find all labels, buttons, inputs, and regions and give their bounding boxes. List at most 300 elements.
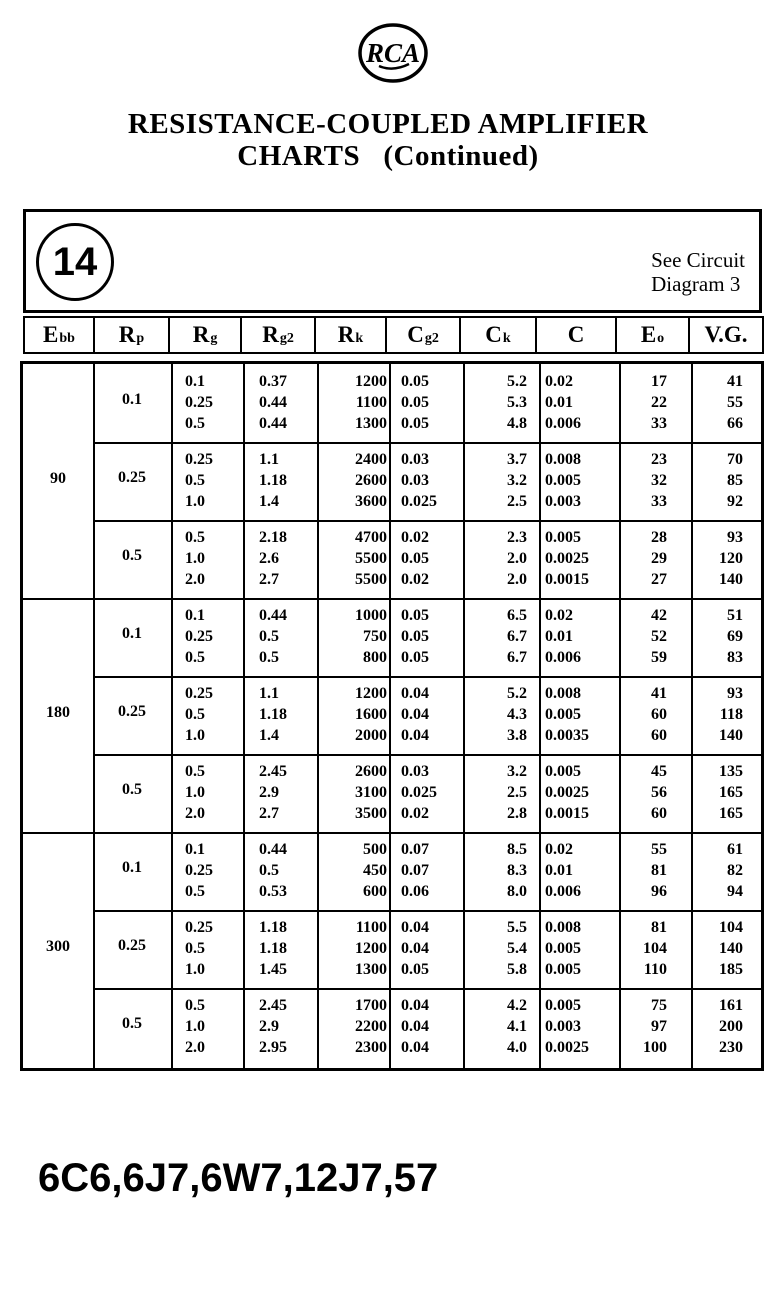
rp-value: 0.25	[118, 703, 146, 720]
c-value: 0.008	[545, 919, 581, 936]
c-values	[545, 605, 617, 668]
rg-value: 2.0	[185, 1039, 205, 1056]
cg2-value: 0.07	[401, 841, 429, 858]
column-divider	[243, 364, 245, 1068]
rg-value: 0.5	[185, 940, 205, 957]
vg-values	[691, 371, 743, 434]
vg-value: 94	[727, 883, 743, 900]
c-values	[545, 683, 617, 746]
rk-value: 800	[363, 649, 387, 666]
eo-values	[619, 449, 667, 512]
rg-value: 0.5	[185, 883, 205, 900]
rg2-value: 2.6	[259, 550, 279, 567]
rg2-value: 1.18	[259, 472, 287, 489]
eo-value: 42	[651, 607, 667, 624]
vg-value: 70	[727, 451, 743, 468]
rg2-value: 2.9	[259, 784, 279, 801]
cg2-value: 0.05	[401, 628, 429, 645]
column-header-rp: R $_p$	[93, 316, 170, 354]
vg-value: 140	[719, 940, 743, 957]
cg2-value: 0.04	[401, 997, 429, 1014]
rg-value: 0.5	[185, 649, 205, 666]
rk-values	[321, 527, 387, 590]
c-value: 0.003	[545, 1018, 581, 1035]
rg2-value: 2.45	[259, 997, 287, 1014]
cg2-value: 0.025	[401, 784, 437, 801]
eo-value: 17	[651, 373, 667, 390]
rg-values	[185, 449, 241, 512]
ck-value: 5.3	[507, 394, 527, 411]
rp-value: 0.5	[122, 1015, 142, 1032]
data-table	[20, 361, 764, 1071]
eo-value: 22	[651, 394, 667, 411]
c-value: 0.01	[545, 394, 573, 411]
c-values	[545, 761, 617, 824]
ck-value: 8.3	[507, 862, 527, 879]
cg2-values	[401, 683, 461, 746]
rp-value: 0.1	[122, 391, 142, 408]
rk-value: 1700	[355, 997, 387, 1014]
rg2-values	[259, 839, 315, 902]
ck-values	[467, 839, 527, 902]
c-value: 0.0025	[545, 784, 589, 801]
column-header-cg2: C $_{g2}$	[385, 316, 461, 354]
rg-value: 0.1	[185, 841, 205, 858]
vg-value: 161	[719, 997, 743, 1014]
column-header-rk: R $_k$	[314, 316, 387, 354]
ck-values	[467, 917, 527, 980]
ck-values	[467, 995, 527, 1058]
cg2-value: 0.04	[401, 1039, 429, 1056]
rk-value: 3600	[355, 493, 387, 510]
rk-value: 500	[363, 841, 387, 858]
group-divider	[23, 832, 761, 834]
ck-value: 3.2	[507, 763, 527, 780]
c-value: 0.0025	[545, 1039, 589, 1056]
c-values	[545, 995, 617, 1058]
rk-value: 2400	[355, 451, 387, 468]
eo-value: 33	[651, 493, 667, 510]
c-value: 0.01	[545, 862, 573, 879]
cg2-value: 0.05	[401, 415, 429, 432]
ck-values	[467, 527, 527, 590]
rg2-value: 0.44	[259, 607, 287, 624]
eo-value: 59	[651, 649, 667, 666]
rg2-values	[259, 371, 315, 434]
rg-value: 1.0	[185, 493, 205, 510]
vg-value: 93	[727, 685, 743, 702]
ck-value: 4.1	[507, 1018, 527, 1035]
cg2-values	[401, 839, 461, 902]
rk-values	[321, 917, 387, 980]
cg2-values	[401, 371, 461, 434]
rg2-values	[259, 683, 315, 746]
rg2-value: 0.5	[259, 862, 279, 879]
rg-values	[185, 839, 241, 902]
rg-value: 0.25	[185, 862, 213, 879]
c-value: 0.02	[545, 841, 573, 858]
column-header-row	[23, 316, 762, 354]
vg-value: 41	[727, 373, 743, 390]
rg-value: 0.25	[185, 919, 213, 936]
rg-value: 0.5	[185, 997, 205, 1014]
rk-value: 2200	[355, 1018, 387, 1035]
rg2-value: 2.7	[259, 571, 279, 588]
eo-values	[619, 839, 667, 902]
vg-value: 55	[727, 394, 743, 411]
rg-values	[185, 761, 241, 824]
c-value: 0.003	[545, 493, 581, 510]
rk-value: 5500	[355, 571, 387, 588]
rg2-values	[259, 761, 315, 824]
rk-values	[321, 605, 387, 668]
vg-value: 82	[727, 862, 743, 879]
rk-value: 2000	[355, 727, 387, 744]
rg-value: 0.5	[185, 472, 205, 489]
rg-value: 0.5	[185, 706, 205, 723]
rg-value: 0.5	[185, 763, 205, 780]
logo-text: RCA	[365, 38, 421, 68]
rp-value: 0.5	[122, 547, 142, 564]
vg-values	[691, 917, 743, 980]
vg-values	[691, 449, 743, 512]
rk-value: 450	[363, 862, 387, 879]
vg-values	[691, 995, 743, 1058]
rg-value: 0.25	[185, 451, 213, 468]
ebb-value: 300	[46, 938, 70, 955]
c-value: 0.0015	[545, 571, 589, 588]
cg2-value: 0.04	[401, 685, 429, 702]
cg2-value: 0.03	[401, 451, 429, 468]
eo-value: 60	[651, 706, 667, 723]
ck-value: 3.2	[507, 472, 527, 489]
rk-value: 2600	[355, 763, 387, 780]
rg2-value: 0.53	[259, 883, 287, 900]
rk-value: 3100	[355, 784, 387, 801]
column-header-c: C	[535, 316, 617, 354]
vg-value: 85	[727, 472, 743, 489]
rg-value: 0.25	[185, 685, 213, 702]
block-divider	[93, 988, 761, 990]
rg2-values	[259, 995, 315, 1058]
column-header-rg: R $_g$	[168, 316, 242, 354]
tube-types: 6C6,6J7,6W7,12J7,57	[38, 1156, 439, 1200]
cg2-value: 0.02	[401, 529, 429, 546]
ck-value: 6.5	[507, 607, 527, 624]
block-divider	[93, 520, 761, 522]
vg-value: 92	[727, 493, 743, 510]
eo-value: 23	[651, 451, 667, 468]
eo-value: 28	[651, 529, 667, 546]
rg2-value: 2.7	[259, 805, 279, 822]
c-values	[545, 527, 617, 590]
vg-value: 140	[719, 727, 743, 744]
eo-values	[619, 917, 667, 980]
ck-value: 2.5	[507, 493, 527, 510]
rg-value: 1.0	[185, 727, 205, 744]
cg2-value: 0.04	[401, 940, 429, 957]
ck-value: 4.2	[507, 997, 527, 1014]
rg-value: 2.0	[185, 805, 205, 822]
column-divider	[317, 364, 319, 1068]
c-value: 0.0015	[545, 805, 589, 822]
rk-values	[321, 995, 387, 1058]
cg2-value: 0.04	[401, 919, 429, 936]
rg2-value: 1.18	[259, 919, 287, 936]
column-divider	[463, 364, 465, 1068]
ck-value: 4.0	[507, 1039, 527, 1056]
ck-value: 2.0	[507, 550, 527, 567]
circuit-reference-line1: See Circuit	[651, 248, 745, 272]
rp-value: 0.1	[122, 859, 142, 876]
rp-value: 0.5	[122, 781, 142, 798]
eo-values	[619, 371, 667, 434]
ck-value: 5.5	[507, 919, 527, 936]
vg-value: 51	[727, 607, 743, 624]
c-value: 0.008	[545, 451, 581, 468]
rk-value: 3500	[355, 805, 387, 822]
rk-value: 1300	[355, 415, 387, 432]
vg-values	[691, 527, 743, 590]
c-values	[545, 839, 617, 902]
block-divider	[93, 676, 761, 678]
ck-value: 3.8	[507, 727, 527, 744]
rg2-value: 0.5	[259, 628, 279, 645]
eo-value: 45	[651, 763, 667, 780]
rg2-value: 1.45	[259, 961, 287, 978]
c-value: 0.006	[545, 415, 581, 432]
vg-values	[691, 761, 743, 824]
ck-value: 3.7	[507, 451, 527, 468]
c-value: 0.0035	[545, 727, 589, 744]
block-divider	[93, 910, 761, 912]
vg-value: 230	[719, 1039, 743, 1056]
eo-value: 60	[651, 727, 667, 744]
cg2-value: 0.04	[401, 1018, 429, 1035]
cg2-values	[401, 761, 461, 824]
eo-value: 75	[651, 997, 667, 1014]
vg-value: 135	[719, 763, 743, 780]
cg2-value: 0.05	[401, 649, 429, 666]
rk-value: 1100	[355, 394, 387, 411]
rg-value: 1.0	[185, 784, 205, 801]
page-title-line1: RESISTANCE-COUPLED AMPLIFIER	[127, 108, 649, 140]
c-value: 0.005	[545, 940, 581, 957]
c-value: 0.005	[545, 997, 581, 1014]
vg-value: 69	[727, 628, 743, 645]
cg2-values	[401, 917, 461, 980]
rk-value: 1200	[355, 940, 387, 957]
column-divider	[539, 364, 541, 1068]
rg2-value: 1.1	[259, 451, 279, 468]
vg-value: 165	[719, 805, 743, 822]
cg2-value: 0.03	[401, 763, 429, 780]
column-header-vg: V.G.	[688, 316, 764, 354]
cg2-value: 0.05	[401, 394, 429, 411]
chart-number-badge: 14	[36, 223, 114, 301]
ck-value: 5.8	[507, 961, 527, 978]
column-header-ebb: E $_{bb}$	[23, 316, 95, 354]
column-divider	[389, 364, 391, 1068]
column-header-eo: E $_o$	[615, 316, 690, 354]
rg2-value: 0.44	[259, 415, 287, 432]
eo-value: 33	[651, 415, 667, 432]
vg-value: 61	[727, 841, 743, 858]
rg-values	[185, 995, 241, 1058]
rg2-value: 1.4	[259, 727, 279, 744]
rg2-values	[259, 917, 315, 980]
column-header-rg2: R $_{g2}$	[240, 316, 316, 354]
rk-value: 1600	[355, 706, 387, 723]
cg2-value: 0.05	[401, 550, 429, 567]
vg-value: 120	[719, 550, 743, 567]
eo-values	[619, 605, 667, 668]
c-value: 0.005	[545, 529, 581, 546]
rg2-value: 2.95	[259, 1039, 287, 1056]
ck-value: 2.0	[507, 571, 527, 588]
rg2-value: 2.18	[259, 529, 287, 546]
rg-values	[185, 371, 241, 434]
rg-values	[185, 683, 241, 746]
eo-value: 29	[651, 550, 667, 567]
vg-value: 118	[719, 706, 743, 723]
page-title-line2: CHARTS (Continued)	[237, 140, 539, 172]
rg2-values	[259, 605, 315, 668]
rk-values	[321, 761, 387, 824]
rg2-value: 1.18	[259, 940, 287, 957]
c-values	[545, 917, 617, 980]
eo-value: 60	[651, 805, 667, 822]
ck-value: 6.7	[507, 628, 527, 645]
ck-value: 8.0	[507, 883, 527, 900]
vg-values	[691, 839, 743, 902]
rg2-value: 0.5	[259, 649, 279, 666]
rg2-value: 1.4	[259, 493, 279, 510]
eo-values	[619, 995, 667, 1058]
eo-value: 27	[651, 571, 667, 588]
cg2-values	[401, 605, 461, 668]
eo-value: 110	[643, 961, 667, 978]
circuit-reference	[651, 248, 745, 296]
rg-values	[185, 527, 241, 590]
rg-value: 0.25	[185, 628, 213, 645]
rg-value: 1.0	[185, 1018, 205, 1035]
rg-value: 2.0	[185, 571, 205, 588]
rk-values	[321, 449, 387, 512]
c-value: 0.02	[545, 607, 573, 624]
rg-value: 0.1	[185, 373, 205, 390]
c-value: 0.008	[545, 685, 581, 702]
block-divider	[93, 442, 761, 444]
c-value: 0.006	[545, 649, 581, 666]
cg2-value: 0.02	[401, 571, 429, 588]
rg-value: 0.5	[185, 529, 205, 546]
rk-value: 1200	[355, 685, 387, 702]
eo-value: 32	[651, 472, 667, 489]
cg2-value: 0.025	[401, 493, 437, 510]
ck-values	[467, 683, 527, 746]
group-divider	[23, 598, 761, 600]
vg-value: 165	[719, 784, 743, 801]
ck-value: 8.5	[507, 841, 527, 858]
cg2-values	[401, 449, 461, 512]
rca-logo	[357, 22, 429, 84]
cg2-values	[401, 995, 461, 1058]
rk-values	[321, 683, 387, 746]
rk-value: 750	[363, 628, 387, 645]
vg-value: 104	[719, 919, 743, 936]
rg-value: 1.0	[185, 961, 205, 978]
rk-value: 2300	[355, 1039, 387, 1056]
ebb-value: 90	[50, 470, 66, 487]
rg2-value: 2.45	[259, 763, 287, 780]
rk-value: 1000	[355, 607, 387, 624]
vg-value: 93	[727, 529, 743, 546]
c-values	[545, 449, 617, 512]
c-value: 0.0025	[545, 550, 589, 567]
ck-value: 5.2	[507, 373, 527, 390]
eo-value: 56	[651, 784, 667, 801]
cg2-value: 0.04	[401, 706, 429, 723]
block-divider	[93, 754, 761, 756]
ck-value: 4.8	[507, 415, 527, 432]
eo-value: 100	[643, 1039, 667, 1056]
vg-value: 140	[719, 571, 743, 588]
column-divider	[171, 364, 173, 1068]
eo-values	[619, 683, 667, 746]
cg2-value: 0.02	[401, 805, 429, 822]
eo-value: 81	[651, 862, 667, 879]
rk-value: 5500	[355, 550, 387, 567]
rk-value: 2600	[355, 472, 387, 489]
cg2-value: 0.05	[401, 607, 429, 624]
ck-values	[467, 371, 527, 434]
cg2-values	[401, 527, 461, 590]
cg2-value: 0.06	[401, 883, 429, 900]
eo-values	[619, 761, 667, 824]
chart-info-box	[23, 209, 762, 313]
rg2-value: 2.9	[259, 1018, 279, 1035]
eo-value: 81	[651, 919, 667, 936]
rg2-value: 1.18	[259, 706, 287, 723]
rk-value: 4700	[355, 529, 387, 546]
rg2-values	[259, 449, 315, 512]
c-values	[545, 371, 617, 434]
eo-value: 41	[651, 685, 667, 702]
ck-values	[467, 761, 527, 824]
cg2-value: 0.03	[401, 472, 429, 489]
rk-value: 1300	[355, 961, 387, 978]
eo-value: 52	[651, 628, 667, 645]
rk-values	[321, 371, 387, 434]
c-value: 0.01	[545, 628, 573, 645]
circuit-reference-line2: Diagram 3	[651, 272, 741, 296]
rp-value: 0.25	[118, 937, 146, 954]
rg-value: 0.5	[185, 415, 205, 432]
rk-values	[321, 839, 387, 902]
c-value: 0.02	[545, 373, 573, 390]
rg-value: 0.1	[185, 607, 205, 624]
rg2-value: 0.44	[259, 394, 287, 411]
eo-values	[619, 527, 667, 590]
eo-value: 104	[643, 940, 667, 957]
ck-value: 5.2	[507, 685, 527, 702]
eo-value: 97	[651, 1018, 667, 1035]
vg-value: 83	[727, 649, 743, 666]
c-value: 0.005	[545, 472, 581, 489]
ck-values	[467, 449, 527, 512]
rk-value: 1100	[355, 919, 387, 936]
